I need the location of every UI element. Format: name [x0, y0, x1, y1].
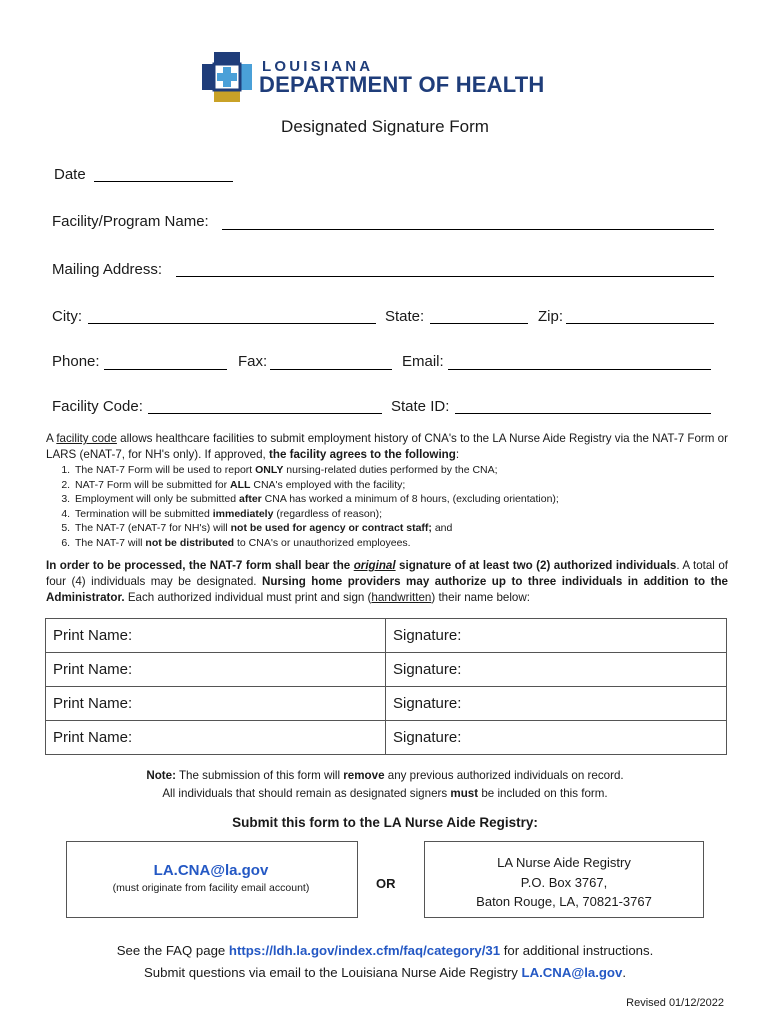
phone-label: Phone: — [52, 353, 100, 370]
facility-code-label: Facility Code: — [52, 398, 143, 415]
signature-cell[interactable]: Signature: — [386, 687, 727, 721]
form-title: Designated Signature Form — [281, 117, 489, 136]
facility-name-label: Facility/Program Name: — [52, 213, 209, 230]
ldh-logo-mark — [200, 50, 254, 104]
list-item: 4. Termination will be submitted immediately (regardless of reason); — [73, 507, 559, 522]
email-field[interactable] — [448, 369, 711, 370]
zip-field[interactable] — [566, 323, 714, 324]
email-box — [66, 841, 358, 918]
signature-cell[interactable]: Signature: — [386, 653, 727, 687]
date-field[interactable] — [94, 181, 233, 182]
list-item: 3. Employment will only be submitted after CNA has worked a minimum of 8 hours, (excluding orientation); — [73, 492, 559, 507]
address-line: Baton Rouge, LA, 70821-3767 — [476, 894, 652, 909]
note-line-1: Note: The submission of this form will remove any previous authorized individuals on record. — [146, 769, 624, 782]
submit-heading: Submit this form to the LA Nurse Aide Registry: — [232, 815, 538, 830]
facility-name-field[interactable] — [222, 229, 714, 230]
table-row — [46, 687, 727, 721]
intro-paragraph: A facility code allows healthcare facilities to submit employment history of CNA's to the LA Nurse Aide Registry via the NAT-7 Form or LARS (eNAT-7, for NH's only). If approved, the facility agrees to the following: — [46, 432, 728, 461]
questions-line: Submit questions via email to the Louisiana Nurse Aide Registry LA.CNA@la.gov. — [144, 965, 626, 980]
agreement-list — [58, 463, 559, 551]
list-item: 2. NAT-7 Form will be submitted for ALL CNA's employed with the facility; — [73, 478, 559, 493]
revised-date: Revised 01/12/2022 — [626, 997, 724, 1009]
print-name-cell[interactable]: Print Name: — [46, 687, 386, 721]
mailing-address-label: Mailing Address: — [52, 261, 163, 278]
signature-cell[interactable]: Signature: — [386, 721, 727, 755]
facility-code-field[interactable] — [148, 413, 382, 414]
facility-code-term: facility code — [56, 432, 117, 445]
fax-field[interactable] — [270, 369, 392, 370]
phone-field[interactable] — [104, 369, 227, 370]
zip-label: Zip: — [538, 308, 564, 325]
or-text: OR — [376, 876, 396, 891]
table-row — [46, 653, 727, 687]
email-note: (must originate from facility email account) — [112, 882, 310, 894]
signature-table — [45, 618, 727, 755]
logo-main-text: DEPARTMENT OF HEALTH — [259, 72, 545, 97]
mail-address — [425, 853, 703, 912]
logo-top-text: LOUISIANA — [262, 58, 374, 75]
list-item: 1. The NAT-7 Form will be used to report ONLY nursing-related duties performed by the CNA; — [73, 463, 559, 478]
list-item: 5. The NAT-7 (eNAT-7 for NH's) will not be used for agency or contract staff; and — [73, 521, 559, 536]
state-field[interactable] — [430, 323, 528, 324]
questions-email-link[interactable]: LA.CNA@la.gov — [521, 965, 623, 980]
faq-line: See the FAQ page https://ldh.la.gov/index.cfm/faq/category/31 for additional instructions. — [116, 943, 654, 958]
signature-cell[interactable]: Signature: — [386, 619, 727, 653]
submit-email-link[interactable]: LA.CNA@la.gov — [153, 862, 269, 879]
address-line: LA Nurse Aide Registry — [497, 855, 631, 870]
date-label: Date — [54, 166, 86, 183]
table-row — [46, 721, 727, 755]
table-row — [46, 619, 727, 653]
address-line: P.O. Box 3767, — [520, 874, 608, 890]
city-field[interactable] — [88, 323, 376, 324]
state-label: State: — [385, 308, 425, 325]
print-name-cell[interactable]: Print Name: — [46, 721, 386, 755]
state-id-label: State ID: — [391, 398, 450, 415]
state-id-field[interactable] — [455, 413, 711, 414]
faq-link[interactable]: https://ldh.la.gov/index.cfm/faq/category/31 — [228, 943, 501, 958]
city-label: City: — [52, 308, 82, 325]
note-line-2: All individuals that should remain as designated signers must be included on this form. — [162, 787, 608, 800]
print-name-cell[interactable]: Print Name: — [46, 653, 386, 687]
processing-paragraph: In order to be processed, the NAT-7 form shall bear the original signature of at least two (2) authorized individuals. A total of four (4) individuals may be designated. Nursing home providers may authorize up to three individuals in addition to the Administrator. Each authorized individual must print and sign (handwritten) their name below: — [46, 559, 729, 604]
fax-label: Fax: — [238, 353, 268, 370]
print-name-cell[interactable]: Print Name: — [46, 619, 386, 653]
list-item: 6. The NAT-7 will not be distributed to CNA's or unauthorized employees. — [73, 536, 559, 551]
mailing-address-field[interactable] — [176, 276, 714, 277]
email-label: Email: — [402, 353, 444, 370]
